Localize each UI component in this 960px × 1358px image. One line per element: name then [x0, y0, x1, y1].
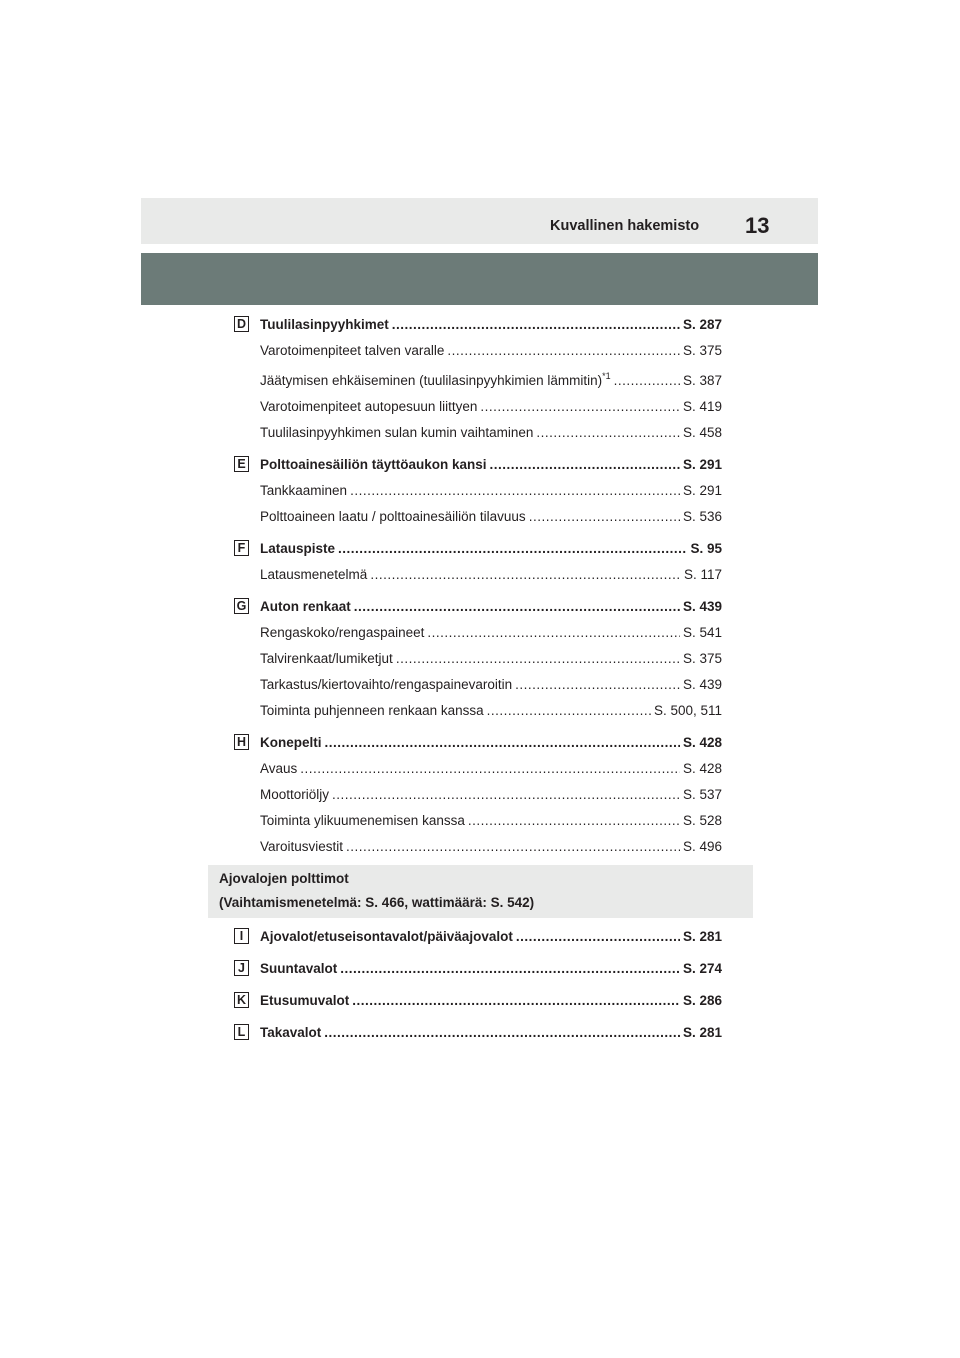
index-entry-puhjennut-rengas[interactable] — [260, 703, 722, 723]
entry-page: S. 387 — [682, 373, 722, 388]
index-entry-avaus[interactable] — [260, 761, 722, 781]
entry-label: Polttoainesäiliön täyttöaukon kansi — [260, 457, 487, 472]
leader-dots — [490, 457, 680, 472]
entry-label: Tarkastus/kiertovaihto/rengaspainevaroitin — [260, 677, 513, 692]
entry-page: S. 375 — [682, 651, 722, 666]
index-entry-takavalot[interactable] — [260, 1025, 722, 1045]
leader-dots — [300, 761, 680, 776]
leader-dots — [324, 1025, 680, 1040]
entry-label: Latausmenetelmä — [260, 567, 368, 582]
entry-label: Varoitusviestit — [260, 839, 344, 854]
entry-page: S. 541 — [682, 625, 722, 640]
index-entry-tayttoaukon-kansi[interactable] — [260, 457, 722, 477]
index-entry-sulan-kumi[interactable] — [260, 425, 722, 445]
section-letter-h: H — [234, 734, 249, 750]
entry-page: S. 95 — [690, 541, 722, 556]
index-entry-autopesu[interactable] — [260, 399, 722, 419]
entry-page: S. 439 — [682, 677, 722, 692]
index-entry-rengaskoko[interactable] — [260, 625, 722, 645]
leader-dots — [487, 703, 651, 718]
index-entry-latausmenetelma[interactable] — [260, 567, 722, 587]
entry-label: Toiminta puhjenneen renkaan kanssa — [260, 703, 484, 718]
section-letter-d: D — [234, 316, 249, 332]
leader-dots — [340, 961, 680, 976]
leader-dots — [350, 483, 680, 498]
entry-label: Avaus — [260, 761, 298, 776]
index-entry-auton-renkaat[interactable] — [260, 599, 722, 619]
entry-page: S. 496 — [682, 839, 722, 854]
footnote-marker: *1 — [602, 371, 611, 381]
leader-dots — [392, 317, 680, 332]
entry-label: Polttoaineen laatu / polttoainesäiliön tilavuus — [260, 509, 526, 524]
entry-label: Suuntavalot — [260, 961, 338, 976]
leader-dots — [354, 599, 680, 614]
note-title: Ajovalojen polttimot — [219, 871, 349, 886]
leader-dots — [325, 735, 680, 750]
note-subtitle: (Vaihtamismenetelmä: S. 466, wattimäärä: S. 542) — [219, 895, 535, 910]
header-bar — [141, 198, 818, 244]
index-entry-varoitusviestit[interactable] — [260, 839, 722, 859]
leader-dots — [370, 567, 681, 582]
index-entry-jaatymisen-ehkaiseminen[interactable] — [260, 373, 722, 393]
leader-dots — [447, 343, 680, 358]
entry-label: Moottoriöljy — [260, 787, 330, 802]
entry-page: S. 428 — [682, 735, 722, 750]
entry-label: Talvirenkaat/lumiketjut — [260, 651, 393, 666]
leader-dots — [427, 625, 680, 640]
entry-page: S. 117 — [683, 567, 722, 582]
entry-page: S. 537 — [682, 787, 722, 802]
entry-page: S. 428 — [682, 761, 722, 776]
index-entry-latauspiste[interactable] — [260, 541, 722, 561]
index-entry-tuulilasinpyyhkimet[interactable] — [260, 317, 722, 337]
section-letter-k: K — [234, 992, 249, 1008]
entry-label: Toiminta ylikuumenemisen kanssa — [260, 813, 465, 828]
section-letter-l: L — [234, 1024, 249, 1040]
index-entry-etusumuvalot[interactable] — [260, 993, 722, 1013]
entry-label: Tankkaaminen — [260, 483, 348, 498]
entry-label: Latauspiste — [260, 541, 336, 556]
index-entry-talvirenkaat[interactable] — [260, 651, 722, 671]
leader-dots — [480, 399, 680, 414]
entry-page: S. 281 — [682, 929, 722, 944]
leader-dots — [352, 993, 680, 1008]
entry-label: Tuulilasinpyyhkimen sulan kumin vaihtaminen — [260, 425, 534, 440]
header-title: Kuvallinen hakemisto — [550, 218, 700, 234]
entry-page: S. 287 — [682, 317, 722, 332]
page-number: 13 — [745, 213, 770, 238]
entry-page: S. 528 — [682, 813, 722, 828]
index-entry-konepelti[interactable] — [260, 735, 722, 755]
entry-label: Auton renkaat — [260, 599, 351, 614]
leader-dots — [515, 677, 680, 692]
entry-label: Rengaskoko/rengaspaineet — [260, 625, 425, 640]
index-entry-talven-varalle[interactable] — [260, 343, 722, 363]
section-letter-j: J — [234, 960, 249, 976]
leader-dots — [332, 787, 680, 802]
entry-page: S. 536 — [682, 509, 722, 524]
leader-dots — [468, 813, 680, 828]
entry-page: S. 291 — [682, 457, 722, 472]
leader-dots — [536, 425, 680, 440]
index-entry-suuntavalot[interactable] — [260, 961, 722, 981]
index-entry-tarkastus[interactable] — [260, 677, 722, 697]
entry-label: Tuulilasinpyyhkimet — [260, 317, 389, 332]
leader-dots — [396, 651, 680, 666]
entry-page: S. 274 — [682, 961, 722, 976]
leader-dots — [516, 929, 680, 944]
entry-label: Varotoimenpiteet talven varalle — [260, 343, 445, 358]
entry-label: Etusumuvalot — [260, 993, 350, 1008]
section-letter-e: E — [234, 456, 249, 472]
leader-dots — [346, 839, 680, 854]
index-entry-ajovalot[interactable] — [260, 929, 722, 949]
index-entry-tankkaaminen[interactable] — [260, 483, 722, 503]
entry-label: Konepelti — [260, 735, 322, 750]
dark-band — [141, 253, 818, 305]
entry-page: S. 281 — [682, 1025, 722, 1040]
section-letter-g: G — [234, 598, 249, 614]
entry-label: Jäätymisen ehkäiseminen (tuulilasinpyyhkimien lämmitin)$^{*1}$ — [260, 371, 611, 388]
entry-page: S. 291 — [682, 483, 722, 498]
leader-dots — [338, 541, 687, 556]
index-entry-moottorioljy[interactable] — [260, 787, 722, 807]
entry-page: S. 375 — [682, 343, 722, 358]
leader-dots — [529, 509, 680, 524]
index-entry-polttoaineen-laatu[interactable] — [260, 509, 722, 529]
section-letter-f: F — [234, 540, 249, 556]
entry-label: Ajovalot/etuseisontavalot/päiväajovalot — [260, 929, 513, 944]
entry-page: S. 500, 511 — [653, 703, 722, 718]
entry-page: S. 458 — [682, 425, 722, 440]
index-entry-ylikuumeneminen[interactable] — [260, 813, 722, 833]
entry-label: Varotoimenpiteet autopesuun liittyen — [260, 399, 478, 414]
entry-page: S. 439 — [682, 599, 722, 614]
entry-page: S. 286 — [682, 993, 722, 1008]
entry-page: S. 419 — [682, 399, 722, 414]
entry-label: Takavalot — [260, 1025, 322, 1040]
leader-dots — [614, 373, 680, 388]
section-letter-i: I — [234, 928, 249, 944]
